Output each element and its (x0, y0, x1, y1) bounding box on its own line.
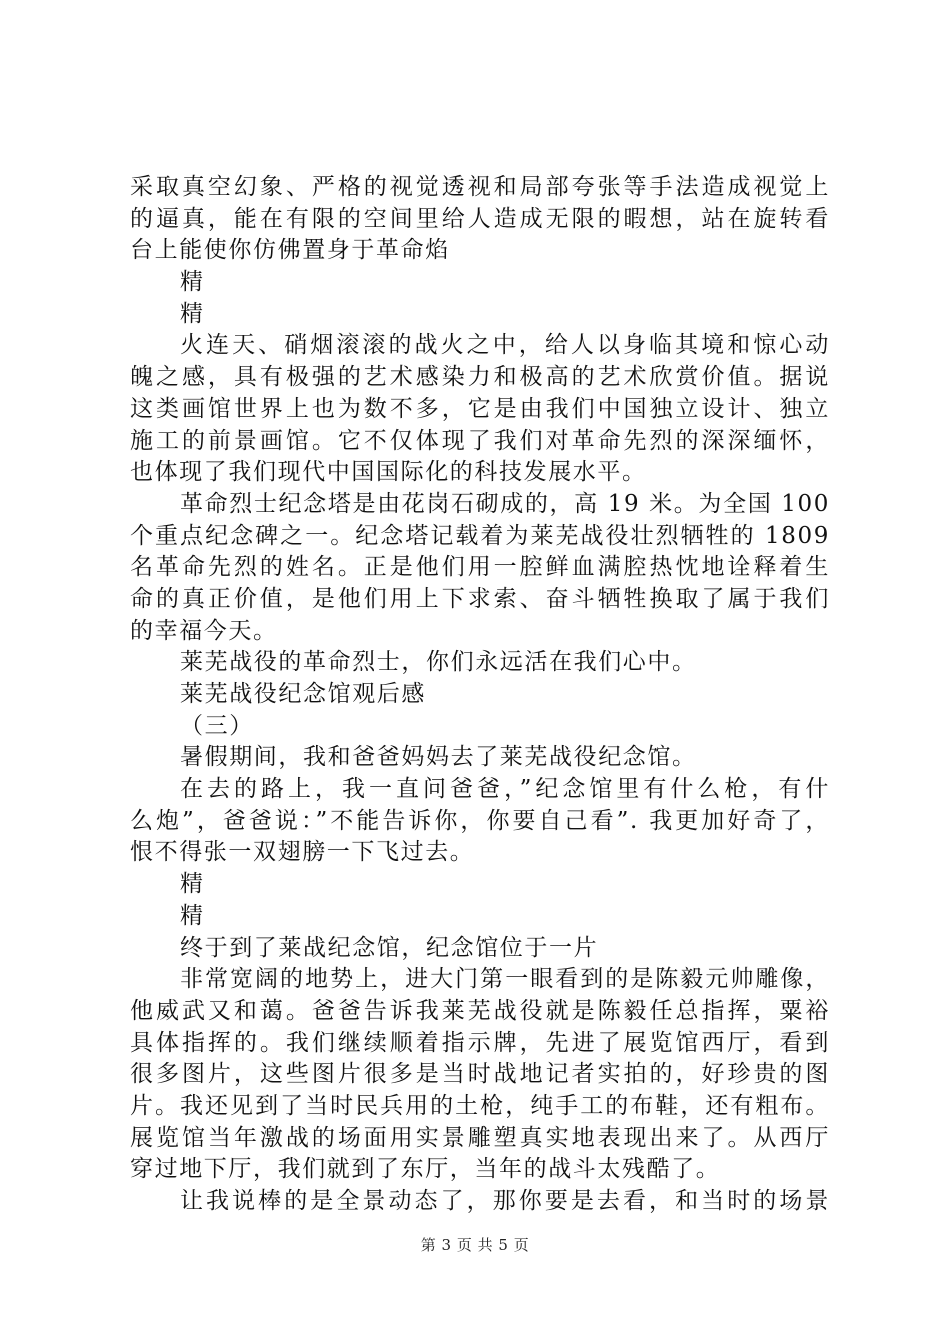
text-line: 穿过地下厅，我们就到了东厅，当年的战斗太残酷了。 (130, 1156, 721, 1183)
text-line: 个重点纪念碑之一。纪念塔记载着为莱芜战役壮烈牺牲的 1809 (130, 522, 830, 549)
text-line: 莱芜战役纪念馆观后感 (180, 681, 426, 707)
document-body (130, 172, 830, 1218)
text-line: 这类画馆世界上也为数不多，它是由我们中国独立设计、独立 (130, 395, 830, 422)
text-line: 片。我还见到了当时民兵用的土枪，纯手工的布鞋，还有粗布。 (130, 1092, 830, 1119)
text-line: 精 (180, 300, 205, 327)
text-line: 革命烈士纪念塔是由花岗石砌成的，高 19 米。为全国 100 (180, 490, 830, 517)
text-line: 恨不得张一双翅膀一下飞过去。 (130, 839, 475, 866)
text-line: 施工的前景画馆。它不仅体现了我们对革命先烈的深深缅怀， (130, 427, 830, 454)
text-line: 采取真空幻象、严格的视觉透视和局部夸张等手法造成视觉上 (130, 174, 830, 200)
text-line: 精 (180, 871, 205, 898)
text-line: 名革命先烈的姓名。正是他们用一腔鲜血满腔热忱地诠释着生 (130, 554, 830, 581)
text-line: 魄之感，具有极强的艺术感染力和极高的艺术欣赏价值。据说 (130, 364, 830, 391)
text-line: 展览馆当年激战的场面用实景雕塑真实地表现出来了。从西厅 (130, 1124, 830, 1151)
text-line: 的逼真，能在有限的空间里给人造成无限的暇想，站在旋转看 (130, 205, 830, 232)
text-line: 具体指挥的。我们继续顺着指示牌，先进了展览馆西厅，看到 (130, 1029, 830, 1056)
text-line: 他威武又和蔼。爸爸告诉我莱芜战役就是陈毅任总指挥，粟裕 (130, 997, 830, 1024)
text-line: 很多图片，这些图片很多是当时战地记者实拍的，好珍贵的图 (130, 1061, 830, 1088)
text-line: 台上能使你仿佛置身于革命焰 (130, 237, 450, 264)
text-line: 莱芜战役的革命烈士，你们永远活在我们心中。 (180, 649, 697, 676)
text-line: 在去的路上，我一直问爸爸，”纪念馆里有什么枪，有什 (180, 776, 830, 803)
text-line: 精 (180, 269, 205, 296)
text-line: 也体现了我们现代中国国际化的科技发展水平。 (130, 459, 647, 486)
text-line: （三） (180, 712, 254, 739)
text-line: 么炮”，爸爸说：”不能告诉你，你要自己看”. 我更加好奇了， (130, 807, 830, 834)
text-line: 终于到了莱战纪念馆，纪念馆位于一片 (180, 934, 599, 961)
text-line: 的幸福今天。 (130, 617, 278, 644)
text-line: 火连天、硝烟滚滚的战火之中，给人以身临其境和惊心动 (180, 332, 830, 359)
text-line: 让我说棒的是全景动态了，那你要是去看，和当时的场景 (180, 1188, 830, 1214)
text-line: 非常宽阔的地势上，进大门第一眼看到的是陈毅元帅雕像， (180, 966, 830, 993)
text-line: 精 (180, 902, 205, 929)
page-number-footer: 第 3 页 共 5 页 (420, 1236, 530, 1254)
text-line: 暑假期间，我和爸爸妈妈去了莱芜战役纪念馆。 (180, 744, 697, 771)
text-line: 命的真正价值，是他们用上下求索、奋斗牺牲换取了属于我们 (130, 585, 830, 612)
